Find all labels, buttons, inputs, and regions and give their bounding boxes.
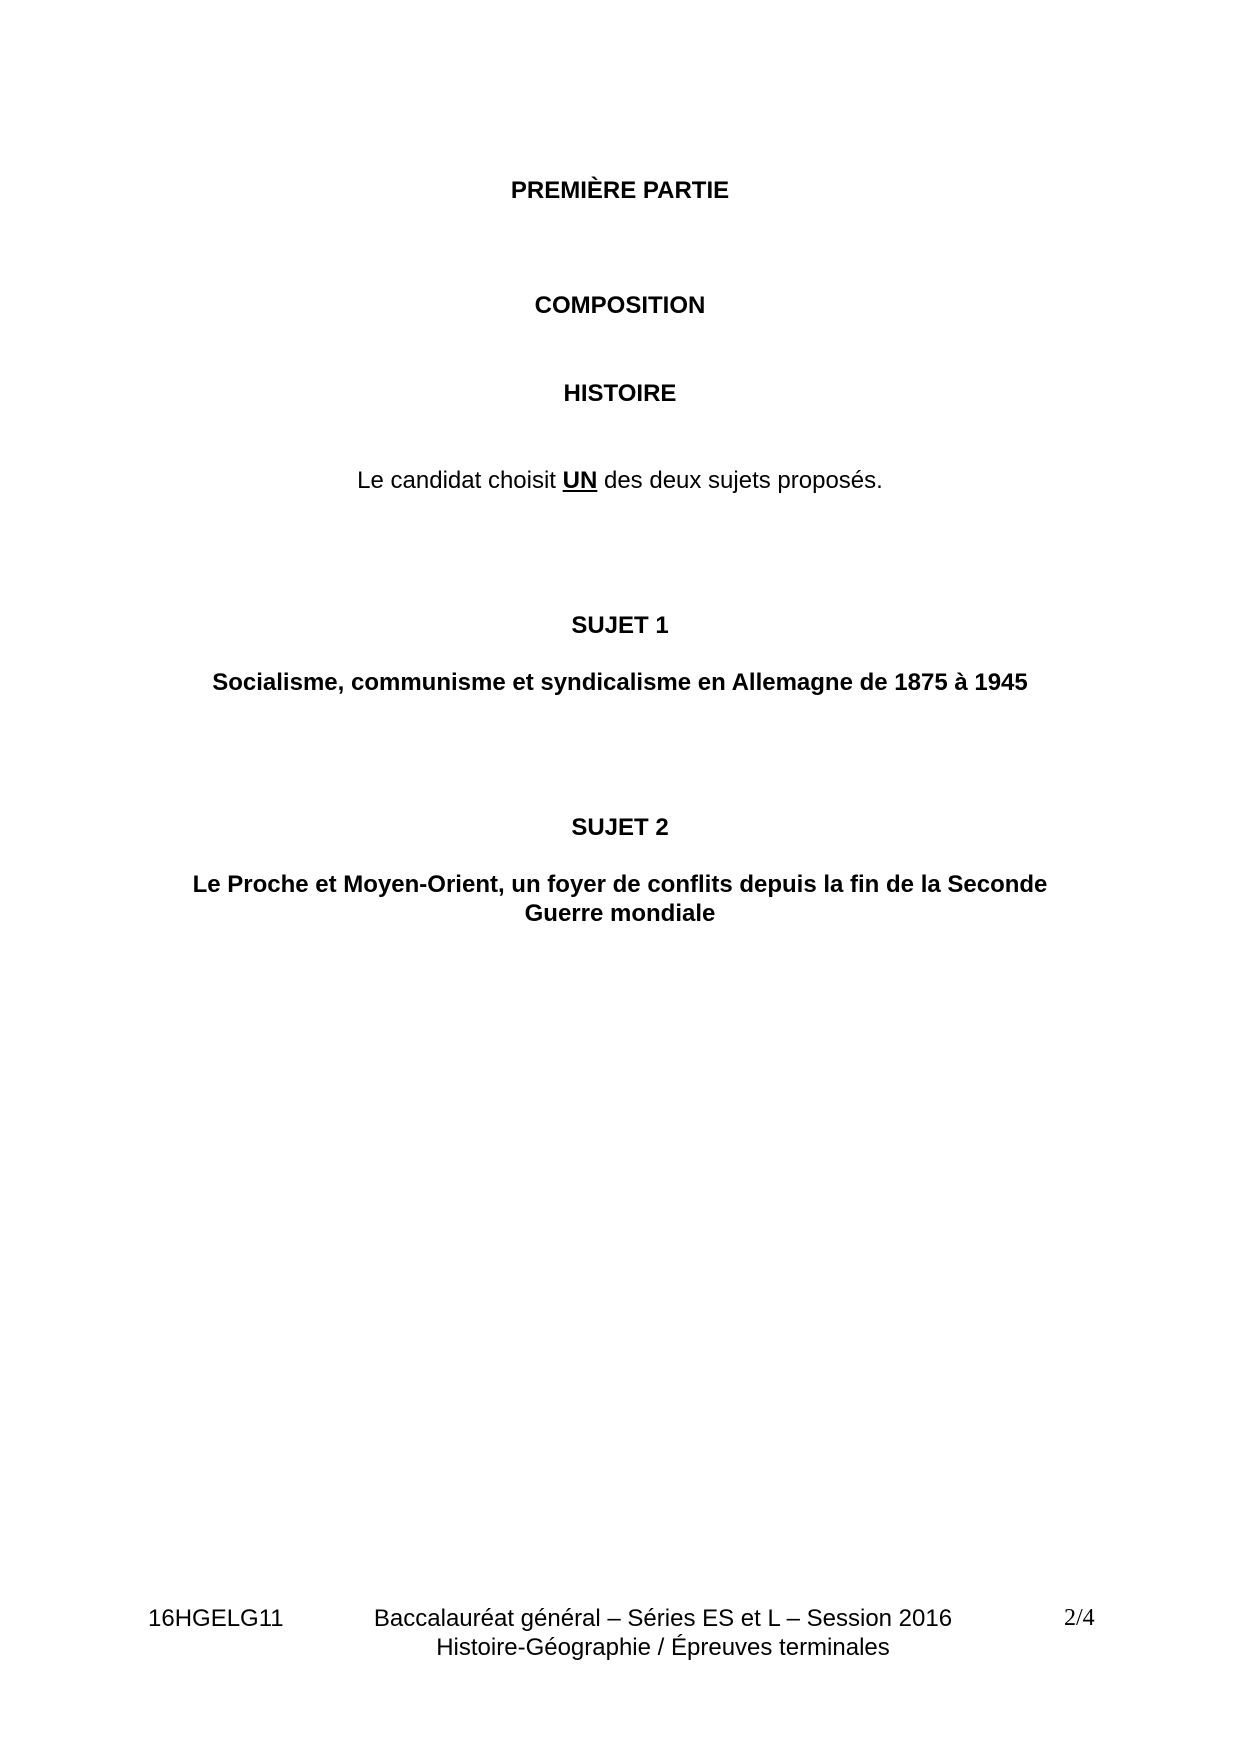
part-heading: PREMIÈRE PARTIE: [510, 177, 730, 204]
subject-heading: HISTOIRE: [563, 380, 677, 407]
exercise-heading: COMPOSITION: [534, 292, 706, 319]
instruction: [0, 466, 1240, 495]
sujet-1-label: SUJET 1: [571, 612, 669, 639]
footer-code: 16HGELG11: [148, 1605, 284, 1632]
footer-subject-line: Histoire-Géographie / Épreuves terminales: [436, 1634, 890, 1661]
sujet-2-title-line-1: Le Proche et Moyen-Orient, un foyer de conflits depuis la fin de la Seconde: [192, 871, 1048, 898]
sujet-1-title: Socialisme, communisme et syndicalisme en Allemagne de 1875 à 1945: [212, 669, 1028, 696]
sujet-2-title-line-2: Guerre mondiale: [524, 900, 716, 927]
sujet-2-label: SUJET 2: [571, 814, 669, 841]
footer-exam-line: Baccalauréat général – Séries ES et L – Session 2016: [373, 1605, 953, 1632]
instruction-before: Le candidat choisit: [357, 467, 563, 494]
footer-page-number: 2/4: [1064, 1605, 1095, 1631]
instruction-emphasis: UN: [562, 467, 598, 494]
instruction-after: des deux sujets proposés.: [597, 467, 883, 494]
